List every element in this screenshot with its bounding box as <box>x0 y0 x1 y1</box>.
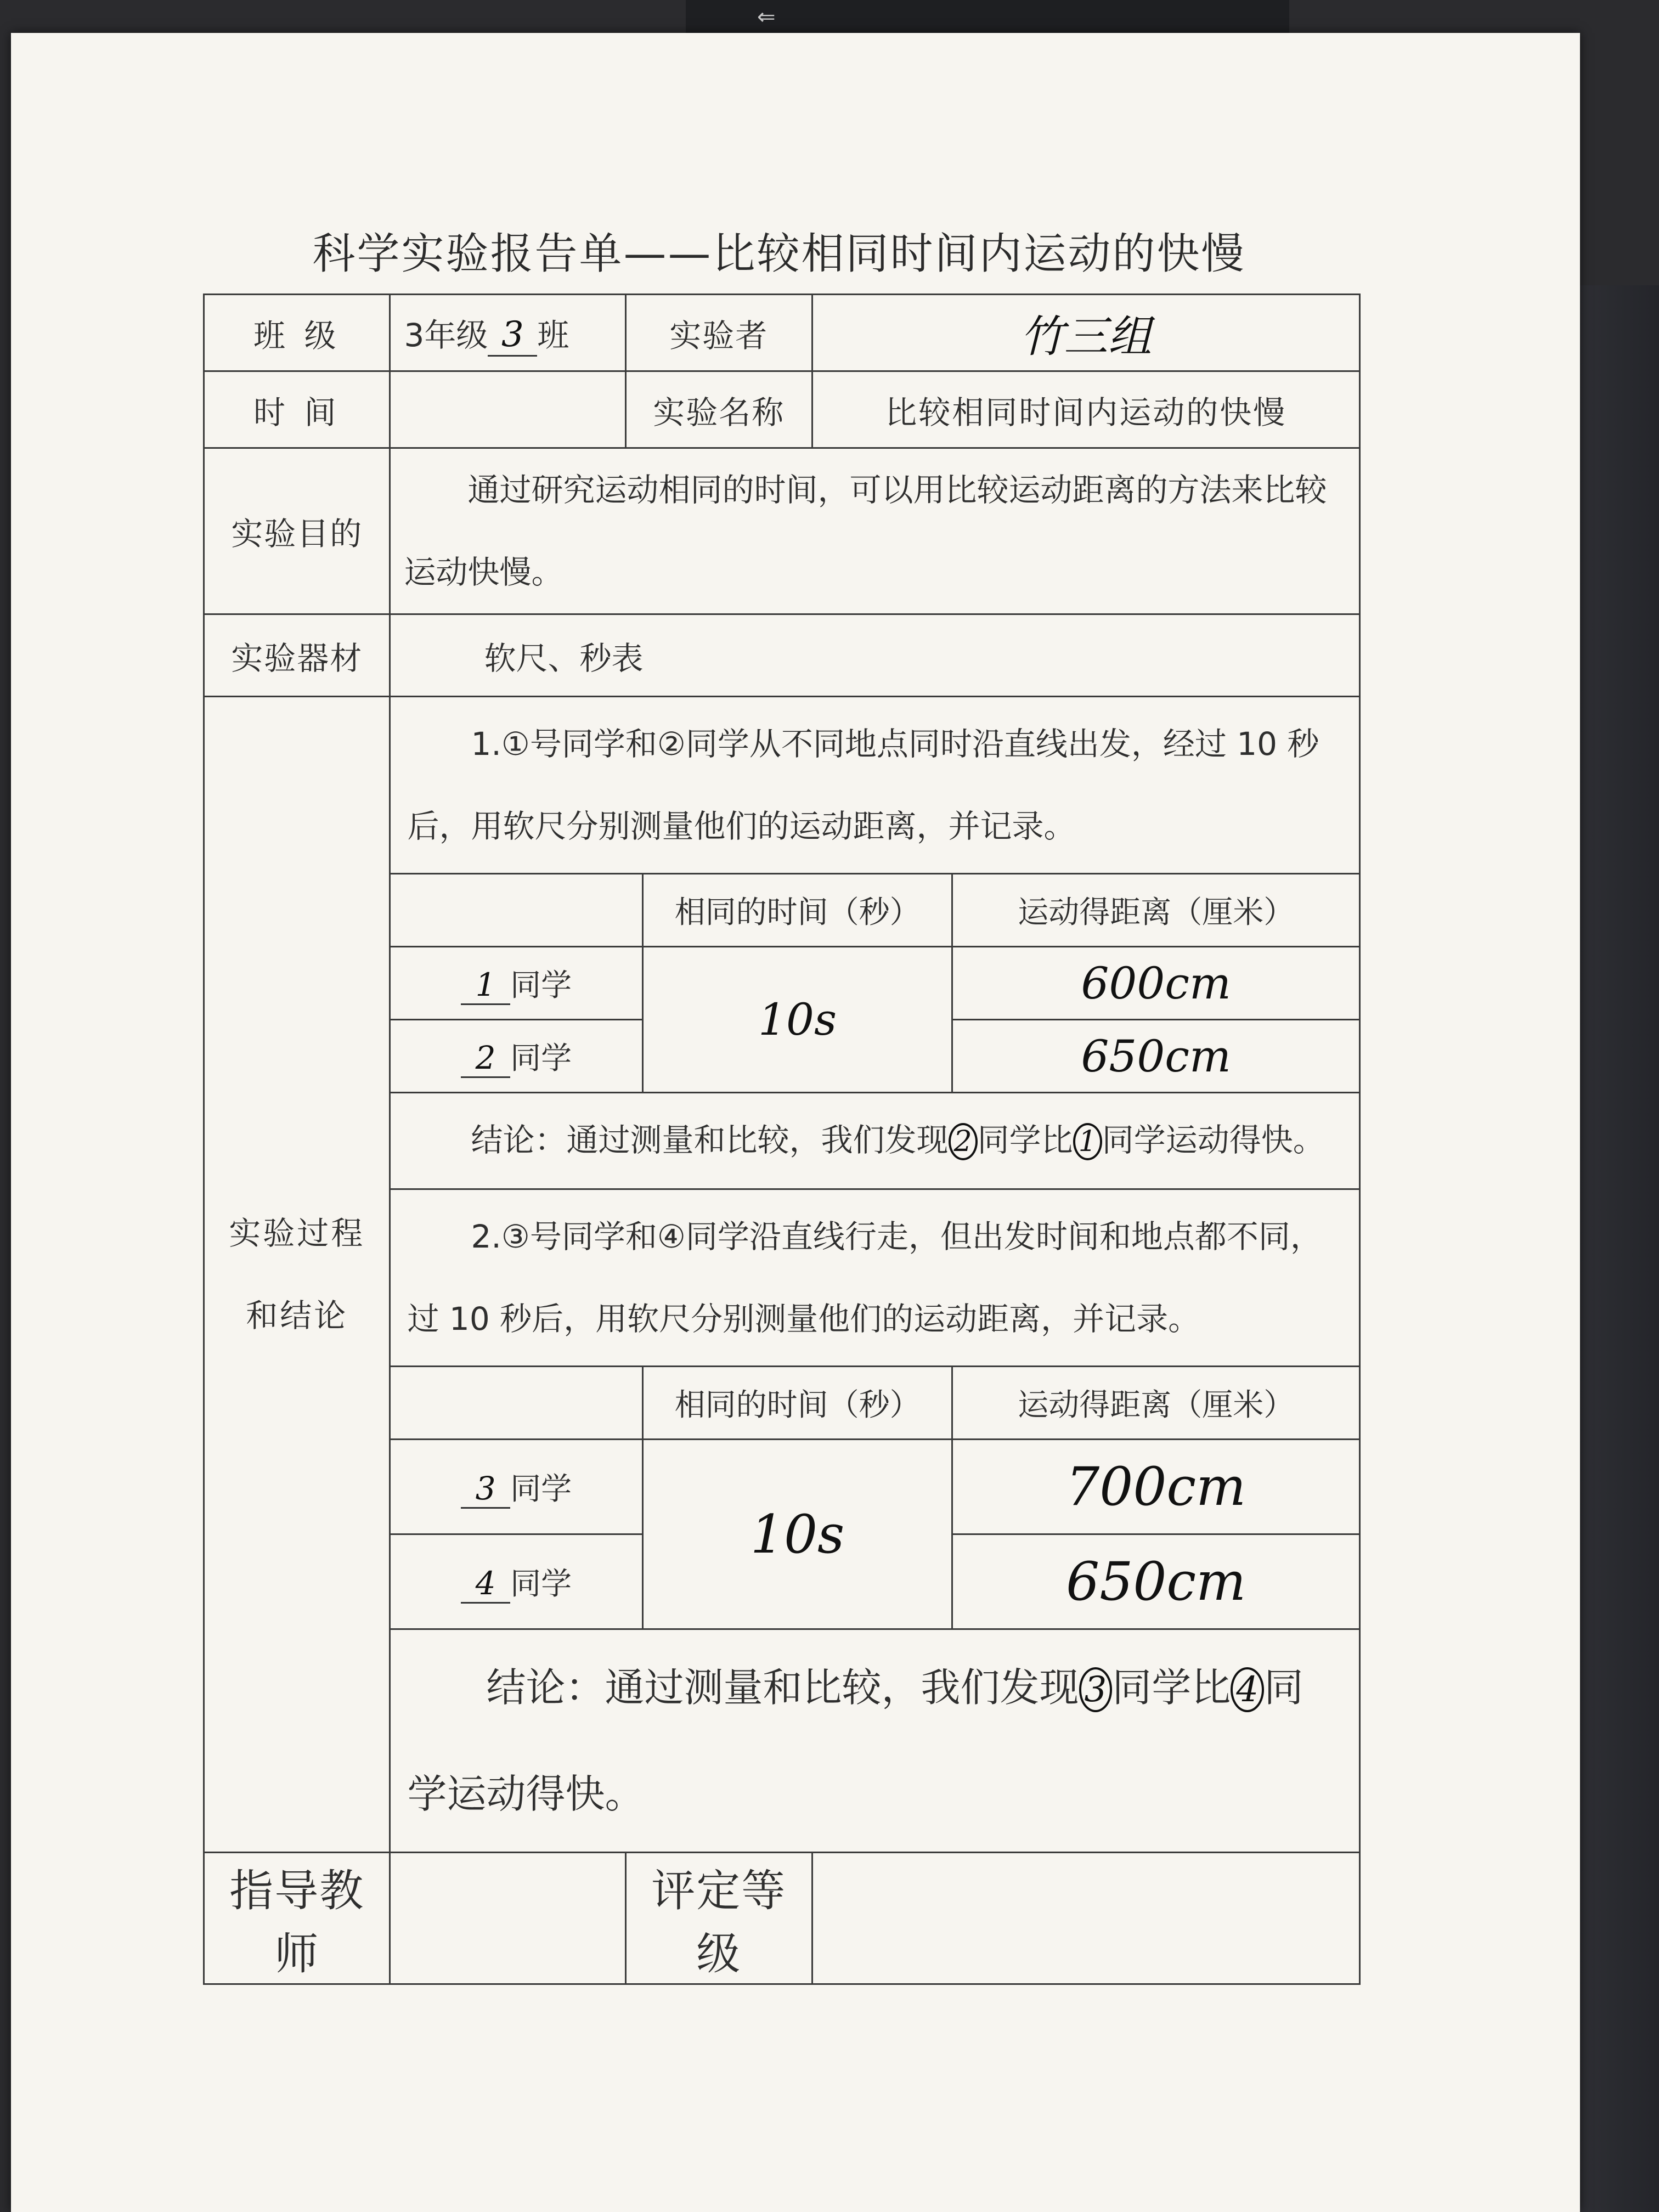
part1-student-1 <box>391 947 642 1020</box>
part1-col-time: 相同的时间（秒） <box>642 874 952 947</box>
class-label: 班 级 <box>204 295 390 371</box>
process-row <box>204 697 1360 1853</box>
materials-label: 实验器材 <box>204 614 390 697</box>
experimenter-value: 竹三组 <box>812 295 1359 371</box>
part1-distance-1: 600cm <box>952 947 1359 1020</box>
purpose-row <box>204 448 1360 614</box>
part1-conclusion-y: 1 <box>1073 1123 1102 1160</box>
class-value <box>390 295 625 371</box>
part2-conclusion-x: 3 <box>1079 1667 1113 1712</box>
part2-student-2 <box>391 1534 642 1629</box>
time-value <box>390 371 625 448</box>
part1-table <box>391 873 1359 1093</box>
purpose-label: 实验目的 <box>204 448 390 614</box>
teacher-label: 指导教师 <box>204 1853 390 1984</box>
part2-col-time: 相同的时间（秒） <box>642 1367 952 1440</box>
class-number: 3 <box>488 314 537 357</box>
materials-value: 软尺、秒表 <box>390 614 1360 697</box>
experiment-name-value: 比较相同时间内运动的快慢 <box>812 371 1359 448</box>
part2-corner <box>391 1367 642 1440</box>
part2-student-1-suffix: 同学 <box>510 1471 572 1507</box>
part2-time-value: 10s <box>642 1440 952 1629</box>
part2-conclusion-y: 4 <box>1231 1667 1264 1712</box>
materials-row <box>204 614 1360 697</box>
time-row <box>204 371 1360 448</box>
part1-conclusion-b: 同学比 <box>977 1121 1073 1159</box>
part2-conclusion <box>391 1630 1359 1852</box>
class-suffix: 班 <box>537 316 569 354</box>
experimenter-label: 实验者 <box>625 295 812 371</box>
part2-student-1 <box>391 1440 642 1534</box>
part1-student-2-suffix: 同学 <box>510 1041 572 1076</box>
class-prefix: 3年级 <box>404 316 488 354</box>
part2-student-2-suffix: 同学 <box>510 1566 572 1602</box>
grade-value <box>812 1853 1359 1984</box>
part1-distance-2: 650cm <box>952 1020 1359 1093</box>
part2-distance-2: 650cm <box>952 1534 1359 1629</box>
part1-corner <box>391 874 642 947</box>
part1-student-2 <box>391 1020 642 1093</box>
part1-student-1-id: 1 <box>461 966 510 1005</box>
part1-description: 1.①号同学和②同学从不同地点同时沿直线出发，经过 10 秒后，用软尺分别测量他们的运动距离，并记录。 <box>407 725 1319 845</box>
part1-time-value: 10s <box>642 947 952 1093</box>
part2-student-1-id: 3 <box>461 1470 510 1509</box>
part2-table <box>391 1365 1359 1630</box>
part2-row-1 <box>391 1440 1359 1534</box>
report-table <box>203 294 1361 1985</box>
part2-conclusion-b: 同学比 <box>1112 1664 1231 1711</box>
part2-distance-1: 700cm <box>952 1440 1359 1534</box>
part2-description: 2.③号同学和④同学沿直线行走，但出发时间和地点都不同，过 10 秒后，用软尺分别测量他们的运动距离，并记录。 <box>407 1218 1322 1338</box>
part1-conclusion-x: 2 <box>949 1123 978 1160</box>
time-label: 时 间 <box>204 371 390 448</box>
grade-label: 评定等级 <box>625 1853 812 1984</box>
class-row <box>204 295 1360 371</box>
part1-conclusion-c: 同学运动得快。 <box>1102 1121 1325 1159</box>
part1-student-2-id: 2 <box>461 1039 510 1078</box>
part1-conclusion-a: 结论：通过测量和比较，我们发现 <box>471 1121 949 1159</box>
page-title: 科学实验报告单——比较相同时间内运动的快慢 <box>312 229 1246 279</box>
teacher-value <box>390 1853 625 1984</box>
experiment-name-label: 实验名称 <box>625 371 812 448</box>
part2-header-row <box>391 1367 1359 1440</box>
process-label: 实验过程和结论 <box>204 697 390 1853</box>
part2-col-distance: 运动得距离（厘米） <box>952 1367 1359 1440</box>
arrow-key-icon: ⇐ <box>757 4 776 30</box>
part2-conclusion-a: 结论：通过测量和比较，我们发现 <box>486 1664 1079 1711</box>
process-content <box>390 697 1360 1853</box>
part2-student-2-id: 4 <box>461 1565 510 1604</box>
footer-row <box>204 1853 1360 1984</box>
part1-col-distance: 运动得距离（厘米） <box>952 874 1359 947</box>
part1-header-row <box>391 874 1359 947</box>
part1-student-1-suffix: 同学 <box>510 968 572 1003</box>
part1-conclusion <box>391 1093 1359 1190</box>
part1-row-1 <box>391 947 1359 1020</box>
part2-conclusion-c: 同学运动得快。 <box>407 1664 1304 1817</box>
purpose-text: 通过研究运动相同的时间，可以用比较运动距离的方法来比较运动快慢。 <box>390 448 1360 614</box>
report-sheet <box>11 33 1580 2212</box>
